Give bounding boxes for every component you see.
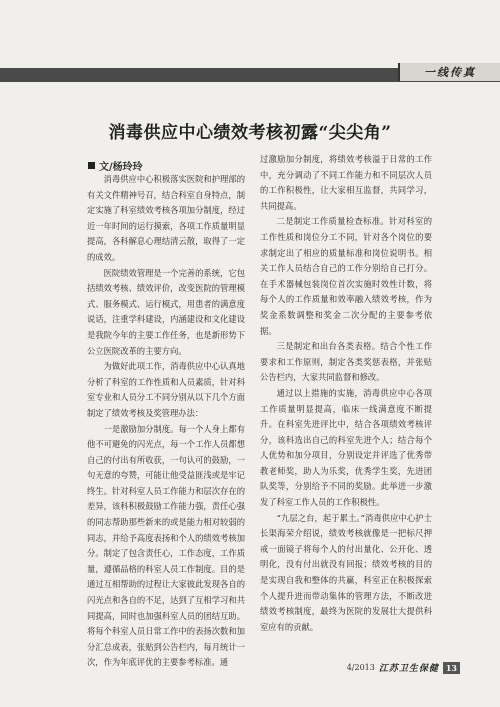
paragraph: 二是制定工作质量检查标准。针对科室的工作性质和岗位分工不同，针对各个岗位的要求制定出了相应的质量标准和岗位说明书。相关工作人员结合自己的工作分别给自己打分。在手术器械包装岗位首次实施时效性计数，将每个人的工作质量和效率融入绩效考核，作为奖金系数调整和奖金二次分配的主要参考依据。 (260, 216, 432, 336)
paragraph: 通过以上措施的实施，消毒供应中心各项工作质量明显提高，临床一线满意度不断提升。在科室先进评比中，结合各项绩效考核评分，该科选出自己的科室先进个人；结合每个人优势和加分项目，分别设定并评选了优秀带教老师奖，助人为乐奖，优秀学生奖，先进团队奖等，分别给予不同的奖励。此举进一步激发了科室工作人员的工作积极性。 (260, 387, 432, 508)
paragraph: 消毒供应中心积极落实医院和护理部的有关文件精神号召，结合科室自身特点，制定实施了科室绩效考核各项加分制度，经过近一年时间的运行摸索，各项工作质量明显提高，各科解息心理结清云散，取得了一定的成效。 (87, 174, 245, 262)
magazine-name: 江苏卫生保健 (378, 664, 439, 674)
page-footer (347, 661, 460, 674)
left-column (87, 172, 245, 671)
right-column (260, 152, 432, 635)
bullet-square-icon (88, 162, 95, 169)
paragraph: 过激励加分制度，将绩效考核溢于日常的工作中，充分调动了不同工作能力和不同层次人员的工作积极性，让大家相互监督，共同学习，共同提高。 (260, 154, 432, 211)
author-line (88, 158, 143, 173)
article-title: 消毒供应中心绩效考核初露“尖尖角” (108, 123, 392, 143)
paragraph: 为做好此项工作，消毒供应中心认真地分析了科室的工作性质和人员素质，针对科室专业和人员分工不同分别从以下几个方面制定了绩效考核及奖管理办法： (87, 361, 245, 418)
paragraph: “九层之台，起于累土。”消毒供应中心护士长渠海荣介绍说，绩效考核就像是一把标尺押戒一面镜子将每个人的付出量化、公开化、透明化，没有付出就没有回报；绩效考核的目的是实现自我和整体的共赢，科室正在积极探索个人提升进而带动集体的管理方法，不断改进绩效考核制度，最终为医院的发展壮大提供科室应有的贡献。 (260, 512, 432, 632)
paragraph: 三是制定和出台各类表格。结合个性工作要求和工作原则，制定各类奖惩表格，并张贴公告栏内，大家共同监督和修改。 (260, 341, 432, 383)
author-name: 文/杨玲玲 (99, 162, 143, 173)
issue-number: 4/2013 (346, 663, 375, 672)
section-label: 一线传真 (398, 63, 500, 81)
paragraph: 一是激励加分制度。每一个人身上都有他不可避免的闪光点，每一个工作人员都想自己的付出有所收获，一句认可的鼓励，一句无意的夸赞，可能让他受益匪浅或是牢记终生。针对科室人员工作能力和层次存在的差异，该科积极鼓励工作能力强，责任心强的同志帮助那些新来的或是能力相对较弱的同志，并给予高度表扬和个人的绩效考核加分。制定了包含责任心，工作态度，工作质量，遵循品格的科室人员工作制度。目的是通过互相帮助的过程让大家彼此发现各自的闪光点和各自的不足，达到了互相学习和共同提高，同时也加强科室人员的团结互助。将每个科室人员日常工作中的表扬次数和加分汇总成表，张贴到公告栏内，每月统计一次，作为年底评优的主要参考标准。通 (87, 423, 245, 668)
paragraph: 医院绩效管理是一个完善的系统，它包括绩效考核、绩效评价，改变医院的管理模式、服务模式、运行模式，用患者的满意度说话，注重学科建设，内涵建设和文化建设是我院今年的主要工作任务，也是新形势下公立医院改革的主要方向。 (87, 267, 245, 356)
page-number: 13 (443, 662, 460, 674)
